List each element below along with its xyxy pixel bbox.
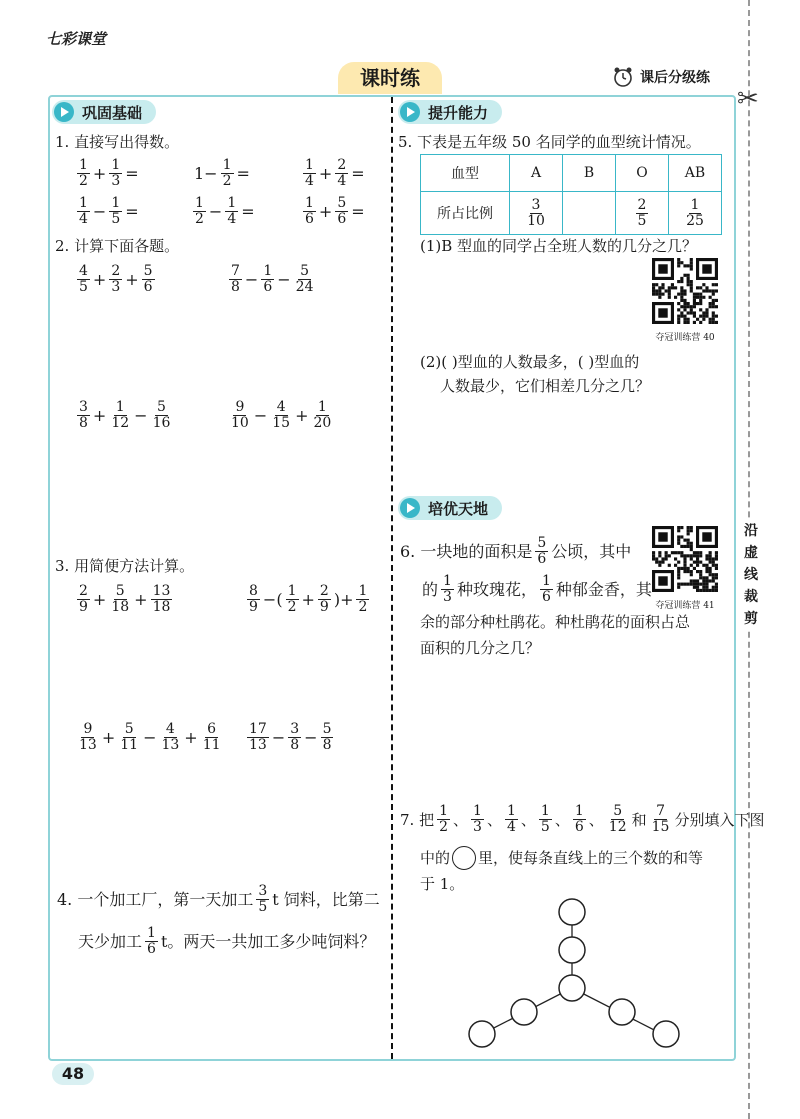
fraction xyxy=(229,264,242,295)
denominator: 13 xyxy=(249,737,267,753)
numerator: 9 xyxy=(83,721,93,737)
numerator: 2 xyxy=(637,196,647,213)
fraction xyxy=(636,198,649,229)
numerator: 5 xyxy=(322,721,332,737)
numerator: 9 xyxy=(235,399,245,415)
numerator: 4 xyxy=(276,399,286,415)
table-cell xyxy=(563,192,616,235)
numerator: 1 xyxy=(473,803,482,819)
numerator: 3 xyxy=(531,196,541,213)
expr-text: + xyxy=(318,164,333,183)
expr-text: + xyxy=(92,270,107,289)
numerator: 1 xyxy=(443,573,452,589)
numerator: 1 xyxy=(358,583,368,599)
denominator: 6 xyxy=(541,589,551,605)
expr-text: 的 xyxy=(422,579,439,599)
expr-text: − xyxy=(92,202,107,221)
numerator: 1 xyxy=(222,157,232,173)
denominator: 12 xyxy=(608,819,627,835)
denominator: 6 xyxy=(305,211,314,227)
denominator: 8 xyxy=(231,279,240,295)
q1-stem: 1. 直接写出得数。 xyxy=(55,133,180,151)
fraction xyxy=(247,722,269,753)
denominator: 8 xyxy=(322,737,332,753)
numerator: 1 xyxy=(79,195,88,211)
expr-text: = xyxy=(125,202,139,221)
fraction xyxy=(256,884,269,915)
alarm-clock-icon xyxy=(612,66,634,88)
level-label xyxy=(612,66,710,88)
table-row xyxy=(421,192,722,235)
table-header-cell: AB xyxy=(669,155,722,192)
fraction xyxy=(118,722,140,753)
q1-item xyxy=(76,196,141,227)
denominator: 3 xyxy=(443,589,452,605)
expr-text: = xyxy=(351,202,365,221)
cut-label-char: 沿 xyxy=(744,523,758,539)
table-row xyxy=(421,155,722,192)
expr-text: 1− xyxy=(194,164,218,183)
denominator: 4 xyxy=(337,173,347,189)
section-improve xyxy=(398,100,502,124)
qr-caption: 夺冠训练营 40 xyxy=(655,333,715,343)
q5-sub2b: 人数最少，它们相差几分之几？ xyxy=(440,377,651,395)
expr-text: 、 xyxy=(453,810,469,829)
q1-item xyxy=(76,158,141,189)
q2-stem: 2. 计算下面各题。 xyxy=(55,237,180,255)
denominator: 6 xyxy=(147,941,156,957)
table-cell xyxy=(669,192,722,235)
denominator: 24 xyxy=(295,279,314,295)
fraction xyxy=(303,196,316,227)
numerator: 3 xyxy=(258,883,268,899)
expr-text: − xyxy=(143,728,157,747)
denominator: 4 xyxy=(227,211,237,227)
expr-text: 、 xyxy=(554,810,570,829)
fraction xyxy=(286,584,299,615)
q4-line1 xyxy=(55,884,382,915)
fraction xyxy=(318,584,331,615)
q2-item xyxy=(76,400,173,431)
q7-line2-start: 中的 xyxy=(420,849,451,867)
expr-text: − xyxy=(208,202,223,221)
q5-stem: 5. 下表是五年级 50 名同学的血型统计情况。 xyxy=(398,133,701,151)
expr-text: − xyxy=(271,728,286,747)
fraction xyxy=(142,264,155,295)
numerator: 5 xyxy=(537,535,547,551)
numerator: 1 xyxy=(111,157,121,173)
denominator: 9 xyxy=(319,599,329,615)
denominator: 5 xyxy=(111,211,121,227)
section-basic xyxy=(52,100,156,124)
qr-caption: 夺冠训练营 41 xyxy=(655,601,715,611)
denominator: 12 xyxy=(111,415,130,431)
fraction xyxy=(261,264,274,295)
numerator: 1 xyxy=(111,195,121,211)
q6-line4: 面积的几分之几？ xyxy=(420,639,541,657)
fraction xyxy=(441,574,454,605)
qr-code-icon[interactable] xyxy=(652,258,718,324)
fraction xyxy=(151,400,173,431)
fraction xyxy=(109,400,131,431)
answer-circle[interactable] xyxy=(469,1021,495,1047)
expr-text: + xyxy=(92,590,107,609)
section-basic-label: 巩固基础 xyxy=(82,103,143,122)
denominator: 5 xyxy=(79,279,88,295)
numerator: 8 xyxy=(249,583,258,599)
numerator: 4 xyxy=(79,263,88,279)
fraction xyxy=(684,198,706,229)
fraction xyxy=(294,264,316,295)
fraction xyxy=(229,400,251,431)
denominator: 20 xyxy=(313,415,332,431)
fraction xyxy=(437,804,450,835)
expr-text: t。两天一共加工多少吨饲料？ xyxy=(160,931,376,951)
q3-item xyxy=(246,722,334,753)
expr-text: 、 xyxy=(588,810,604,829)
answer-circle[interactable] xyxy=(559,937,585,963)
numerator: 5 xyxy=(143,263,153,279)
denominator: 8 xyxy=(79,415,88,431)
cut-label-char: 裁 xyxy=(744,589,758,605)
table-header-cell: 血型 xyxy=(421,155,510,192)
answer-circle[interactable] xyxy=(653,1021,679,1047)
expr-text: = xyxy=(236,164,250,183)
expr-text: 和 xyxy=(631,810,647,829)
q1-item xyxy=(192,158,252,189)
blank-circle-icon xyxy=(452,846,476,870)
expr-text: = xyxy=(241,202,255,221)
denominator: 16 xyxy=(152,415,171,431)
numerator: 4 xyxy=(165,721,175,737)
denominator: 3 xyxy=(111,279,121,295)
brand-logo: 七彩课堂 xyxy=(46,30,107,48)
cut-label-char: 线 xyxy=(744,567,758,583)
table-cell xyxy=(510,192,563,235)
number-star-diagram xyxy=(460,894,710,1054)
answer-circle[interactable] xyxy=(559,975,585,1001)
q1-item xyxy=(302,196,367,227)
fraction xyxy=(650,804,672,835)
expr-text: + xyxy=(318,202,333,221)
expr-text: 天少加工 xyxy=(78,931,143,951)
numerator: 5 xyxy=(157,399,166,415)
expr-text: + xyxy=(301,590,315,609)
numerator: 5 xyxy=(300,263,310,279)
expr-text: 7. 把 xyxy=(400,810,435,829)
expr-text: 、 xyxy=(486,810,502,829)
numerator: 1 xyxy=(263,263,273,279)
numerator: 1 xyxy=(305,157,314,173)
fraction xyxy=(77,584,90,615)
numerator: 5 xyxy=(115,583,125,599)
q2-item xyxy=(76,264,156,295)
fraction xyxy=(505,804,518,835)
numerator: 1 xyxy=(227,195,237,211)
denominator: 15 xyxy=(651,819,670,835)
answer-circle[interactable] xyxy=(511,999,537,1025)
q7-line1 xyxy=(398,804,766,835)
fraction xyxy=(607,804,629,835)
q6-line3: 余的部分种杜鹃花。种杜鹃花的面积占总 xyxy=(420,613,691,631)
numerator: 2 xyxy=(111,263,121,279)
expr-text: 公顷，其中 xyxy=(551,541,632,561)
q3-stem: 3. 用简便方法计算。 xyxy=(55,557,195,575)
fraction xyxy=(288,722,301,753)
numerator: 7 xyxy=(656,803,665,819)
q2-item xyxy=(228,400,334,431)
expr-text: + xyxy=(125,270,139,289)
denominator: 10 xyxy=(527,212,545,229)
fraction xyxy=(151,584,173,615)
numerator: 13 xyxy=(152,583,171,599)
play-icon xyxy=(400,498,420,518)
cut-label xyxy=(741,520,761,630)
qr-code-icon[interactable] xyxy=(652,526,718,592)
fraction xyxy=(109,196,122,227)
denominator: 18 xyxy=(152,599,171,615)
fraction xyxy=(77,722,99,753)
fraction xyxy=(311,400,333,431)
expr-text: 6. 一块地的面积是 xyxy=(400,541,533,561)
fraction xyxy=(247,584,260,615)
numerator: 1 xyxy=(541,573,551,589)
expr-text: + xyxy=(184,728,198,747)
fraction xyxy=(109,264,122,295)
expr-text: + xyxy=(92,164,107,183)
denominator: 5 xyxy=(637,212,647,229)
fraction xyxy=(540,574,553,605)
expr-text: − xyxy=(277,270,291,289)
fraction xyxy=(77,400,90,431)
expr-text: 、 xyxy=(520,810,536,829)
denominator: 25 xyxy=(686,212,704,229)
expr-text: + xyxy=(134,590,148,609)
numerator: 3 xyxy=(290,721,300,737)
fraction xyxy=(539,804,552,835)
fraction xyxy=(225,196,238,227)
expr-text: − xyxy=(244,270,259,289)
table-cell xyxy=(616,192,669,235)
numerator: 5 xyxy=(337,195,347,211)
fraction xyxy=(535,536,548,567)
table-header-cell: A xyxy=(510,155,563,192)
q3-item xyxy=(76,722,224,753)
denominator: 2 xyxy=(79,173,88,189)
fraction xyxy=(573,804,586,835)
expr-text: = xyxy=(351,164,365,183)
fraction xyxy=(77,196,90,227)
expr-text: − xyxy=(253,406,268,425)
column-divider xyxy=(391,97,393,1059)
q6-line1 xyxy=(398,536,633,567)
cut-label-char: 剪 xyxy=(744,611,758,627)
denominator: 5 xyxy=(540,819,550,835)
numerator: 1 xyxy=(540,803,550,819)
expr-text: − xyxy=(134,406,148,425)
answer-circle[interactable] xyxy=(559,899,585,925)
q5-sub1: (1)B 型血的同学占全班人数的几分之几？ xyxy=(420,237,698,255)
numerator: 1 xyxy=(115,399,125,415)
numerator: 5 xyxy=(124,721,134,737)
section-excel-label: 培优天地 xyxy=(428,499,489,518)
table-header-cell: B xyxy=(563,155,616,192)
denominator: 2 xyxy=(222,173,232,189)
page-number: 48 xyxy=(52,1063,94,1085)
numerator: 1 xyxy=(147,925,156,941)
denominator: 4 xyxy=(79,211,88,227)
fraction xyxy=(201,722,223,753)
scissors-icon: ✂ xyxy=(737,84,759,114)
numerator: 2 xyxy=(319,583,329,599)
section-improve-label: 提升能力 xyxy=(428,103,489,122)
q1-item xyxy=(302,158,367,189)
denominator: 4 xyxy=(305,173,314,189)
numerator: 5 xyxy=(613,803,623,819)
expr-text: = xyxy=(125,164,139,183)
numerator: 1 xyxy=(574,803,584,819)
q6-line2 xyxy=(420,574,654,605)
expr-text: − xyxy=(304,728,318,747)
fraction xyxy=(193,196,206,227)
q3-item xyxy=(246,584,370,615)
denominator: 9 xyxy=(79,599,88,615)
answer-circle[interactable] xyxy=(609,999,635,1025)
q7-line2 xyxy=(420,846,703,870)
fraction xyxy=(270,400,292,431)
numerator: 7 xyxy=(231,263,240,279)
numerator: 6 xyxy=(207,721,217,737)
q4-line2 xyxy=(76,926,377,957)
numerator: 3 xyxy=(79,399,88,415)
denominator: 13 xyxy=(79,737,97,753)
fraction xyxy=(77,158,90,189)
fraction xyxy=(321,722,334,753)
numerator: 1 xyxy=(79,157,88,173)
fraction xyxy=(303,158,316,189)
expr-text: 种玫瑰花， xyxy=(456,579,537,599)
denominator: 4 xyxy=(506,819,516,835)
section-excel xyxy=(398,496,502,520)
expr-text: + xyxy=(92,406,107,425)
expr-text: )+ xyxy=(333,590,354,609)
table-header-cell: O xyxy=(616,155,669,192)
fraction xyxy=(109,158,122,189)
numerator: 1 xyxy=(287,583,297,599)
q5-sub2a: (2)( )型血的人数最多，( )型血的 xyxy=(420,353,640,371)
expr-text: 种郁金香，其 xyxy=(555,579,652,599)
denominator: 11 xyxy=(202,737,221,753)
numerator: 1 xyxy=(305,195,314,211)
denominator: 11 xyxy=(120,737,139,753)
denominator: 6 xyxy=(537,551,547,567)
denominator: 2 xyxy=(287,599,297,615)
denominator: 13 xyxy=(161,737,180,753)
numerator: 1 xyxy=(506,803,516,819)
fraction xyxy=(335,196,348,227)
play-icon xyxy=(54,102,74,122)
denominator: 3 xyxy=(473,819,482,835)
denominator: 5 xyxy=(258,899,268,915)
numerator: 1 xyxy=(195,195,204,211)
q3-item xyxy=(76,584,173,615)
numerator: 2 xyxy=(337,157,347,173)
expr-text: 4. 一个加工厂，第一天加工 xyxy=(57,889,254,909)
q1-item xyxy=(192,196,257,227)
expr-text: + xyxy=(101,728,116,747)
denominator: 6 xyxy=(263,279,273,295)
level-label-text: 课后分级练 xyxy=(640,70,710,86)
play-icon xyxy=(400,102,420,122)
fraction xyxy=(77,264,90,295)
cut-label-char: 虚 xyxy=(744,545,758,561)
denominator: 2 xyxy=(358,599,368,615)
page-title: 课时练 xyxy=(338,62,442,94)
fraction xyxy=(335,158,348,189)
denominator: 15 xyxy=(272,415,291,431)
q7-line3: 于 1。 xyxy=(420,875,465,893)
fraction xyxy=(145,926,158,957)
denominator: 6 xyxy=(337,211,347,227)
fraction xyxy=(109,584,131,615)
denominator: 9 xyxy=(249,599,258,615)
fraction xyxy=(525,198,547,229)
fraction xyxy=(221,158,234,189)
q7-line2-end: 里，使每条直线上的三个数的和等 xyxy=(478,849,704,867)
numerator: 17 xyxy=(249,721,267,737)
numerator: 2 xyxy=(79,583,88,599)
denominator: 3 xyxy=(111,173,121,189)
fraction xyxy=(356,584,369,615)
table-row-label: 所占比例 xyxy=(421,192,510,235)
expr-text: 分别填入下图 xyxy=(674,810,765,829)
denominator: 2 xyxy=(195,211,204,227)
fraction xyxy=(471,804,484,835)
denominator: 10 xyxy=(231,415,249,431)
expr-text: t 饲料，比第二 xyxy=(272,889,380,909)
blood-type-table xyxy=(420,154,722,235)
denominator: 8 xyxy=(290,737,300,753)
fraction xyxy=(159,722,181,753)
numerator: 1 xyxy=(317,399,327,415)
q2-item xyxy=(228,264,316,295)
expr-text: + xyxy=(295,406,309,425)
numerator: 1 xyxy=(439,803,449,819)
numerator: 1 xyxy=(690,196,700,213)
denominator: 6 xyxy=(574,819,584,835)
denominator: 18 xyxy=(111,599,130,615)
denominator: 2 xyxy=(439,819,449,835)
expr-text: −( xyxy=(262,590,283,609)
denominator: 6 xyxy=(143,279,153,295)
